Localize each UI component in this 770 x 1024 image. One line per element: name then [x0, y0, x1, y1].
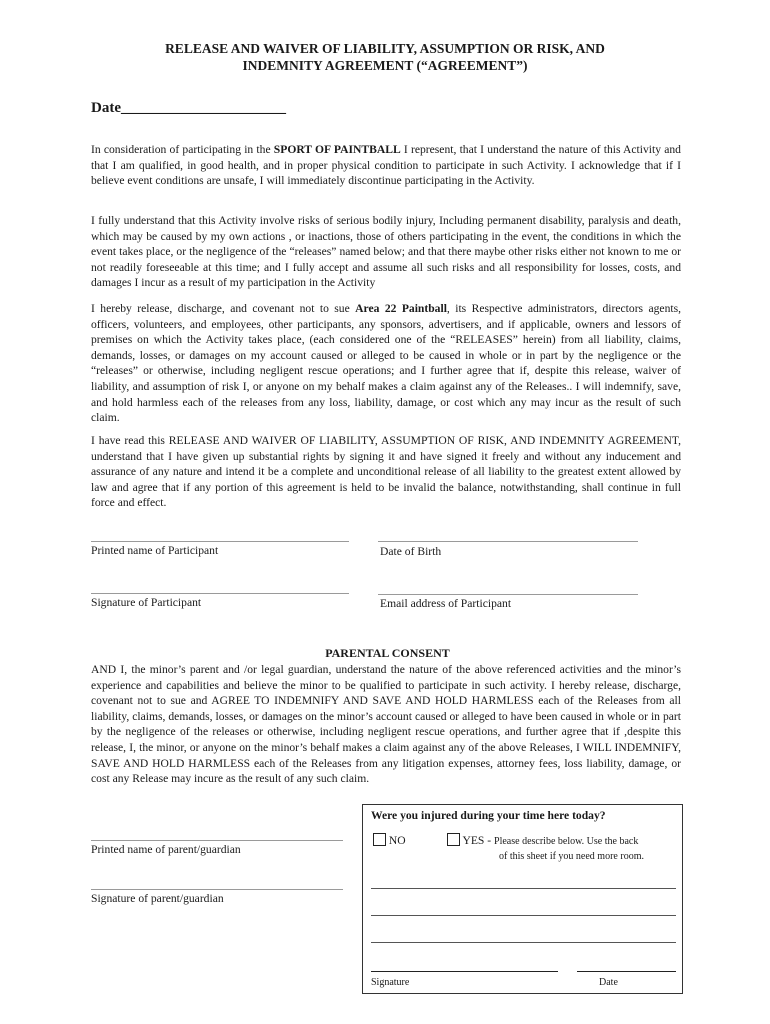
- title-line-2: INDEMNITY AGREEMENT (“AGREEMENT”): [242, 58, 528, 73]
- description-line-3[interactable]: [371, 942, 676, 943]
- agreement-title: [60, 40, 710, 74]
- yes-note-1: Please describe below. Use the back: [494, 836, 639, 847]
- paragraph-consideration: [91, 142, 681, 189]
- no-checkbox[interactable]: [373, 833, 386, 846]
- p1-text-c: I represent, that I understand the nature of this Activity and that I am qualified, in good health, and in proper physical condition to participate in such Activity. I acknowledge that if I believe event conditions are unsafe, I will immediately discontinue participating in the Activity.: [91, 143, 681, 188]
- dob-line[interactable]: [378, 541, 638, 542]
- box-date-line[interactable]: [577, 971, 676, 972]
- parent-printed-name-line[interactable]: [91, 840, 343, 841]
- parent-signature-label: Signature of parent/guardian: [91, 892, 224, 905]
- p3-text-a: I hereby release, discharge, and covenant not to sue: [91, 302, 356, 315]
- no-label: NO: [388, 834, 406, 847]
- company-name: Area 22 Paintball: [355, 302, 447, 315]
- injury-question: Were you injured during your time here today?: [371, 809, 606, 822]
- no-option[interactable]: [373, 833, 406, 847]
- p3-text-c: , its Respective administrators, directors agents, officers, volunteers, and employees, other participants, any sponsors, advertisers, and if applicable, owners and lessors of premises on which the Activity takes place, (each considered one of the “RELEASES” herein) from all liability, claims, demands, losses, or damages on my account caused or alleged to be caused in whole or in part by the negligence or the “releases” or otherwise, including negligent rescue operations; and I further agree that if, despite this release, waiver of liability, and assumption of risk I, or anyone on my behalf makes a claim against any of the Releases.. I will indemnify, save, and hold harmless each of the releases from any loss, liability, damage, or cost which any may incur as the result of such claim.: [91, 302, 681, 425]
- date-field[interactable]: Date______________________: [91, 100, 286, 116]
- description-line-2[interactable]: [371, 915, 676, 916]
- box-signature-line[interactable]: [371, 971, 558, 972]
- parental-consent-text: AND I, the minor’s parent and /or legal guardian, understand the nature of the above referenced activities and the minor’s experience and capabilities and believe the minor to be qualified to participate in such activity. I hereby release, discharge, covenant not to sue and AGREE TO INDEMNIFY AND SAVE AND HOLD HARMLESS each of the Releases from all liability, claims, demands, losses, or damages on the minor’s account caused or alleged to have been caused in whole or in part by the negligence of the releases or otherwise, including negligent rescue operations, and further agree that if ,despite this release, I, the minor, or anyone on the minor’s behalf makes a claim against any of the above Releases, I WILL INDEMNIFY, SAVE AND HOLD HARMLESS each of the Releases from any litigation expenses, attorney fees, loss liability, damage, or cost any Release may incure as the result of any such claim.: [91, 663, 681, 786]
- signature-label: Signature of Participant: [91, 596, 202, 609]
- printed-name-label: Printed name of Participant: [91, 544, 219, 557]
- sport-name: SPORT OF PAINTBALL: [273, 143, 401, 156]
- box-signature-label: Signature: [371, 977, 410, 988]
- parent-printed-name-label: Printed name of parent/guardian: [91, 843, 241, 856]
- parent-signature-line[interactable]: [91, 889, 343, 890]
- yes-label: YES -: [462, 834, 495, 847]
- signature-line[interactable]: [91, 593, 349, 594]
- printed-name-line[interactable]: [91, 541, 349, 542]
- email-line[interactable]: [378, 594, 638, 595]
- paragraph-acknowledgement: I have read this RELEASE AND WAIVER OF LIABILITY, ASSUMPTION OF RISK, AND INDEMNITY AGREEMENT, understand that I have given up substantial rights by signing it and have signed it freely and without any inducement and assurance of any nature and intend it be a complete and unconditional release of all liability to the greatest extent allowed by law and agree that if any portion of this agreement is held to be invalid the balance, notwithstanding, shall continue in full force and effect.: [91, 434, 681, 510]
- injury-report-box: [362, 804, 683, 994]
- p1-text-a: In consideration of participating in the: [91, 143, 274, 156]
- title-line-1: RELEASE AND WAIVER OF LIABILITY, ASSUMPTION OR RISK, AND: [165, 41, 605, 56]
- yes-note-2: of this sheet if you need more room.: [499, 851, 644, 862]
- yes-checkbox[interactable]: [447, 833, 460, 846]
- paragraph-risks: I fully understand that this Activity involve risks of serious bodily injury, Including permanent disability, paralysis and death, which may be caused by my own actions , or inactions, those of others participating in the event, the conditions in which the event takes place, or the negligence of the “releases” named below; and that there maybe other risks either not known to me or not readily foreseeable at this time; and I fully accept and assume all such risks and all responsibility for losses, costs, and damages I incur as a result of my participation in the Activity: [91, 214, 681, 290]
- dob-label: Date of Birth: [380, 545, 442, 558]
- email-label: Email address of Participant: [380, 597, 512, 610]
- paragraph-release: [91, 301, 681, 426]
- yes-option[interactable]: [447, 833, 638, 848]
- box-date-label: Date: [599, 977, 618, 988]
- description-line-1[interactable]: [371, 888, 676, 889]
- parental-consent-heading: PARENTAL CONSENT: [325, 646, 450, 660]
